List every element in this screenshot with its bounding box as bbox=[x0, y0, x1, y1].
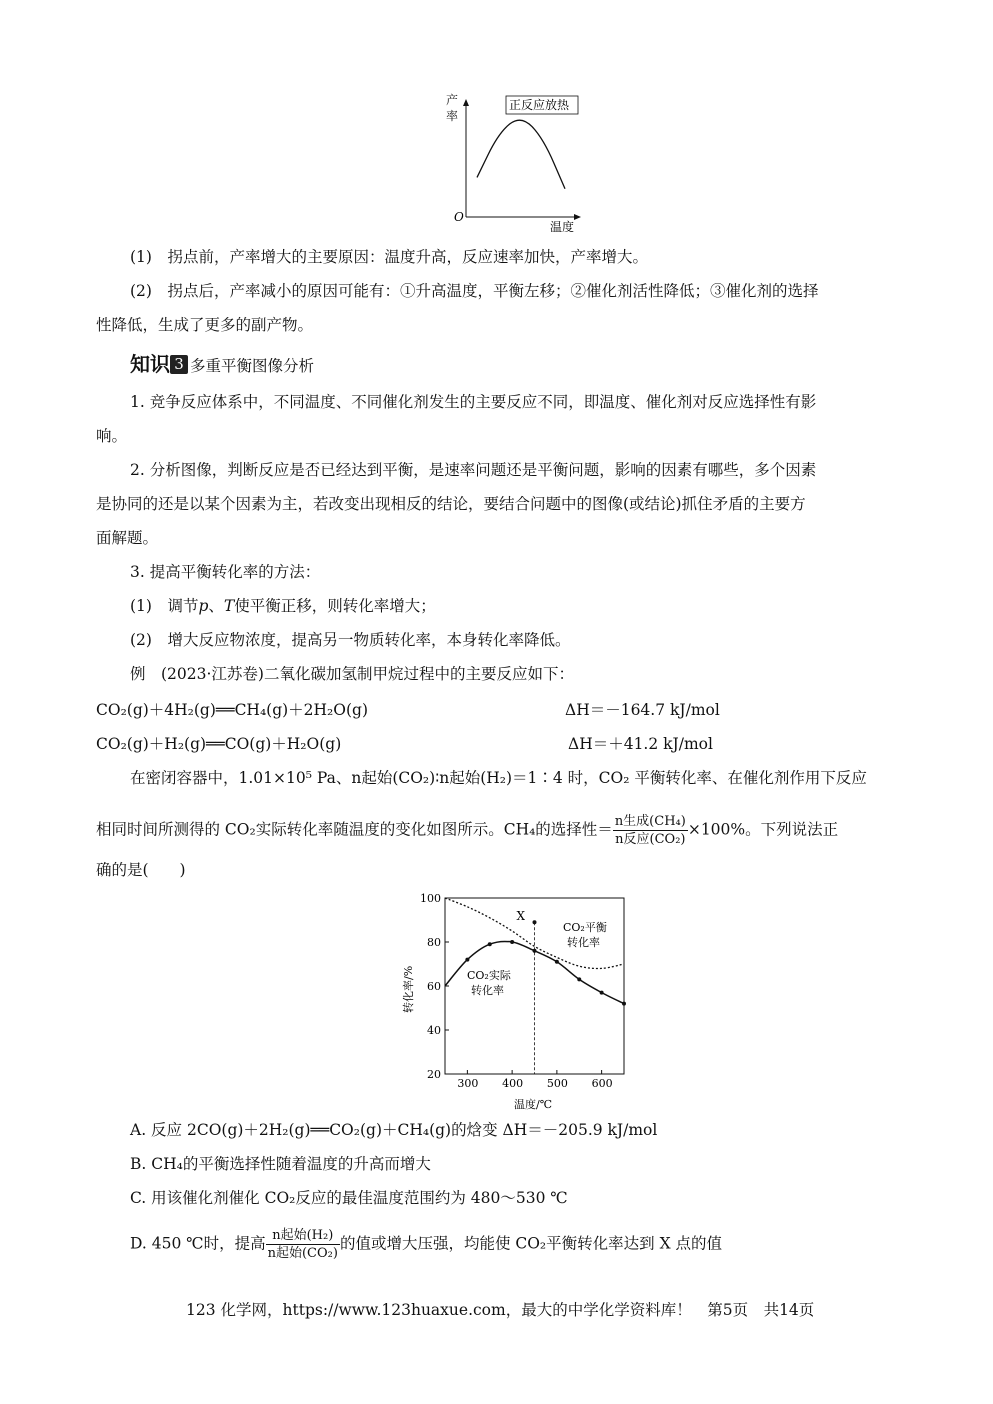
actual-point-600 bbox=[600, 991, 604, 995]
x-tick-label-600: 600 bbox=[591, 1077, 613, 1090]
y-axis-arrow bbox=[463, 99, 469, 106]
knowledge-number: 3 bbox=[170, 355, 188, 374]
option-c: C. 用该催化剂催化 CO₂反应的最佳温度范围约为 480～530 ℃ bbox=[130, 1189, 568, 1207]
x-point-label: X bbox=[516, 909, 526, 924]
x-axis-title: 温度/℃ bbox=[514, 1098, 553, 1111]
section-3-2: (2) 增大反应物浓度，提高另一物质转化率，本身转化率降低。 bbox=[130, 631, 571, 649]
annotation-text: 正反应放热 bbox=[509, 98, 570, 112]
s3-1-sep: 、 bbox=[208, 597, 224, 615]
selectivity-denominator: n反应(CO₂) bbox=[615, 832, 686, 847]
actual-label-2: 转化率 bbox=[471, 984, 504, 997]
x-tick-label-400: 400 bbox=[502, 1077, 524, 1090]
knowledge-heading bbox=[130, 352, 940, 380]
x-axis-label: 温度 bbox=[550, 220, 575, 232]
question-2b: ×100%。下列说法正 bbox=[687, 820, 839, 839]
knowledge-title: 多重平衡图像分析 bbox=[190, 357, 315, 375]
equilibrium-label-2: 转化率 bbox=[567, 936, 600, 949]
y-tick-label-100: 100 bbox=[420, 892, 441, 905]
section-1a: 1. 竞争反应体系中，不同温度、不同催化剂发生的主要反应不同，即温度、催化剂对反应选择性有影 bbox=[130, 393, 817, 411]
section-2a: 2. 分析图像，判断反应是否已经达到平衡，是速率问题还是平衡问题，影响的因素有哪些，多个因素 bbox=[130, 461, 817, 479]
option-d-a: D. 450 ℃时，提高 bbox=[130, 1234, 266, 1253]
actual-point-500 bbox=[555, 960, 559, 964]
question-3: 确的是( ) bbox=[96, 861, 186, 879]
section-3-1 bbox=[130, 594, 940, 618]
question-2 bbox=[96, 813, 906, 853]
reaction-1-enthalpy: ΔH＝－164.7 kJ/mol bbox=[565, 701, 720, 719]
knowledge-label: 知识 bbox=[130, 352, 170, 376]
question-1: 在密闭容器中，1.01×10⁵ Pa、n起始(CO₂)∶n起始(H₂)＝1∶4 时，CO₂ 平衡转化率、在催化剂作用下反应 bbox=[130, 769, 867, 787]
actual-point-300 bbox=[465, 958, 469, 962]
x-tick-label-300: 300 bbox=[457, 1077, 479, 1090]
x-axis-arrow bbox=[574, 214, 581, 220]
actual-point-650 bbox=[622, 1002, 626, 1006]
y-tick-label-60: 60 bbox=[427, 980, 441, 993]
actual-label-1: CO₂实际 bbox=[467, 969, 511, 982]
x-point-marker bbox=[533, 920, 537, 924]
option-a: A. 反应 2CO(g)＋2H₂(g)══CO₂(g)＋CH₄(g)的焓变 ΔH＝－205.9 kJ/mol bbox=[130, 1121, 658, 1139]
actual-point-350 bbox=[488, 942, 492, 946]
ratio-numerator: n起始(H₂) bbox=[266, 1227, 340, 1245]
option-d-b: 的值或增大压强，均能使 CO₂平衡转化率达到 X 点的值 bbox=[339, 1234, 723, 1253]
para-1: (1) 拐点前，产率增大的主要原因：温度升高，反应速率加快，产率增大。 bbox=[130, 248, 648, 266]
example-intro: 例 (2023·江苏卷)二氧化碳加氢制甲烷过程中的主要反应如下： bbox=[130, 665, 574, 683]
y-axis-title: 转化率/% bbox=[402, 965, 415, 1013]
page-footer: 123 化学网，https://www.123huaxue.com，最大的中学化学资料库！ 第5页 共14页 bbox=[186, 1301, 815, 1319]
para-2a: (2) 拐点后，产率减小的原因可能有：①升高温度，平衡左移；②催化剂活性降低；③催化剂的选择 bbox=[130, 282, 819, 300]
ratio-fraction bbox=[266, 1227, 340, 1262]
selectivity-fraction bbox=[613, 813, 688, 848]
co2-conversion-chart bbox=[398, 888, 638, 1114]
yield-temperature-chart bbox=[440, 92, 590, 232]
section-3: 3. 提高平衡转化率的方法： bbox=[130, 563, 321, 581]
section-1b: 响。 bbox=[96, 427, 128, 445]
reaction-1: CO₂(g)＋4H₂(g)══CH₄(g)＋2H₂O(g) bbox=[96, 701, 368, 719]
x-tick-label-500: 500 bbox=[546, 1077, 568, 1090]
ratio-denominator: n起始(CO₂) bbox=[267, 1246, 338, 1261]
option-d bbox=[130, 1227, 940, 1271]
section-2b: 是协同的还是以某个因素为主，若改变出现相反的结论，要结合问题中的图像(或结论)抓住矛盾的主要方 bbox=[96, 495, 806, 513]
y-tick-label-20: 20 bbox=[427, 1068, 441, 1081]
s3-1-e: 使平衡正移，则转化率增大； bbox=[234, 597, 436, 615]
section-2c: 面解题。 bbox=[96, 529, 159, 547]
option-b: B. CH₄的平衡选择性随着温度的升高而增大 bbox=[130, 1155, 431, 1173]
actual-point-550 bbox=[577, 977, 581, 981]
actual-point-400 bbox=[510, 940, 514, 944]
yield-curve bbox=[477, 120, 565, 189]
y-tick-label-80: 80 bbox=[427, 936, 441, 949]
reaction-2: CO₂(g)＋H₂(g)══CO(g)＋H₂O(g) bbox=[96, 735, 342, 753]
y-tick-label-40: 40 bbox=[427, 1024, 441, 1037]
y-axis-label: 产率 bbox=[446, 93, 459, 123]
reaction-2-enthalpy: ΔH＝＋41.2 kJ/mol bbox=[568, 735, 713, 753]
para-2b: 性降低，生成了更多的副产物。 bbox=[96, 316, 314, 334]
s3-1-a: (1) 调节 bbox=[130, 597, 199, 615]
s3-1-p: p bbox=[198, 597, 209, 615]
question-2a: 相同时间所测得的 CO₂实际转化率随温度的变化如图所示。CH₄的选择性＝ bbox=[96, 820, 613, 839]
origin-label: O bbox=[454, 210, 464, 224]
selectivity-numerator: n生成(CH₄) bbox=[614, 814, 686, 829]
equilibrium-label-1: CO₂平衡 bbox=[563, 921, 607, 934]
s3-1-T: T bbox=[223, 597, 235, 615]
